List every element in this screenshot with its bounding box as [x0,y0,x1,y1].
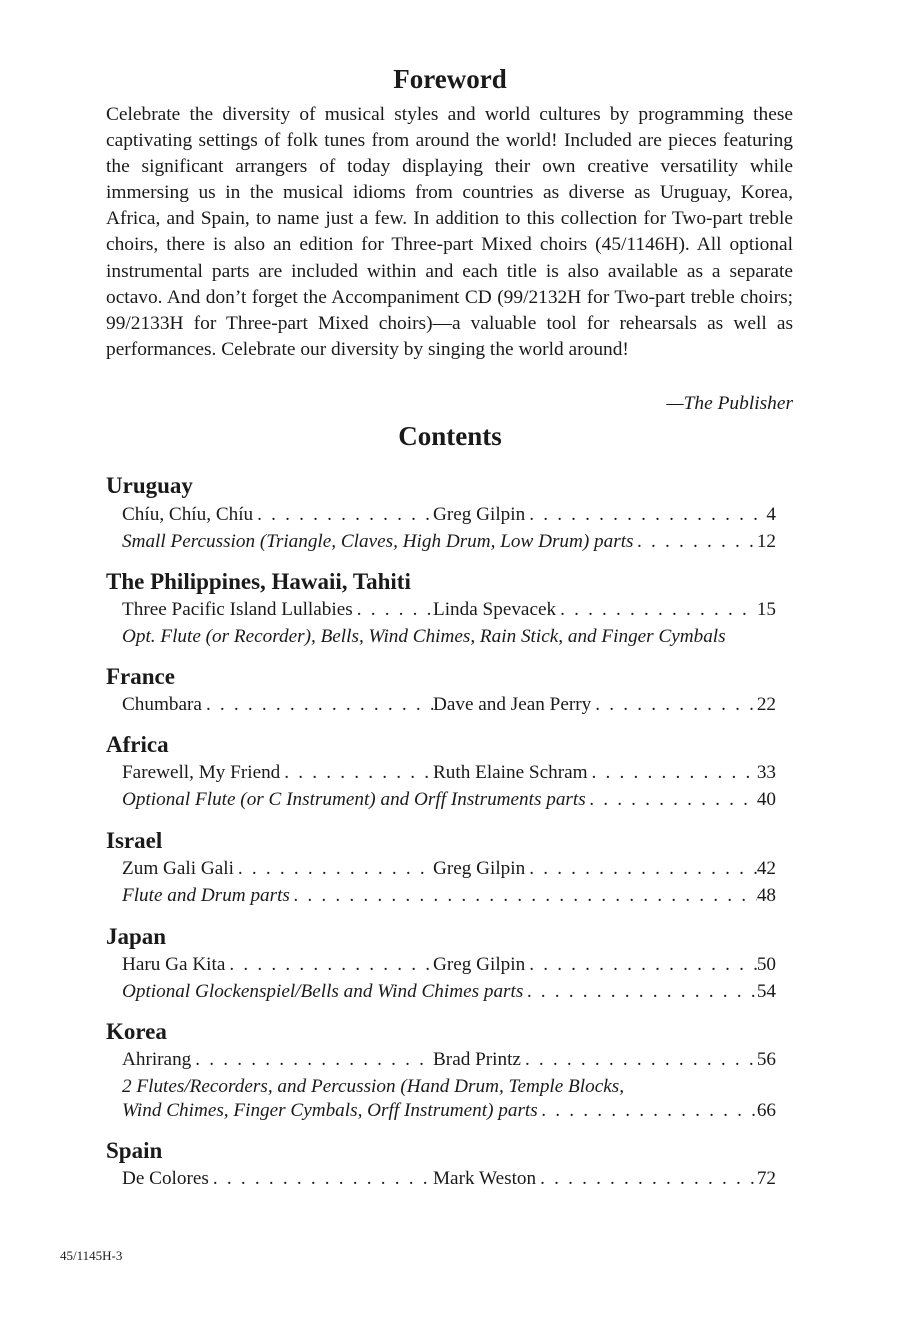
section-title-uruguay: Uruguay [106,473,193,498]
dot-leader [202,692,433,718]
dot-leader [234,856,433,882]
toc-entry-three-pacific-island-lullabies[interactable] [122,597,776,623]
dot-leader [634,529,757,555]
catalog-number: 45/1145H-3 [60,1248,123,1263]
arranger-name: Ruth Elaine Schram [433,762,588,783]
toc-parts-japan[interactable] [122,979,776,1005]
page-number: 56 [756,1049,776,1070]
page-number: 50 [756,954,776,975]
arranger-name: Greg Gilpin [433,858,526,879]
arranger-name: Mark Weston [433,1168,537,1189]
dot-leader [353,597,433,623]
section-title-israel: Israel [106,828,163,853]
toc-parts-korea-line1[interactable]: 2 Flutes/Recorders, and Percussion (Hand Drum, Temple Blocks, [122,1076,625,1097]
page-number: 22 [756,694,776,715]
dot-leader [191,1047,433,1073]
song-title: Farewell, My Friend [122,762,281,783]
page-number: 40 [756,789,776,810]
song-title: Chumbara [122,694,202,715]
page-number: 4 [766,504,776,525]
page-number: 66 [756,1100,776,1121]
page-number: 48 [756,885,776,906]
parts-description: Optional Glockenspiel/Bells and Wind Chimes parts [122,981,524,1002]
dot-leader [523,979,757,1005]
dot-leader [556,597,757,623]
arranger-name: Greg Gilpin [433,954,526,975]
arranger-name: Dave and Jean Perry [433,694,592,715]
dot-leader [280,760,433,786]
page-number: 72 [756,1168,776,1189]
toc-entry-ahrirang[interactable] [122,1047,776,1073]
toc-entry-chiu-chiu-chiu[interactable] [122,502,776,528]
toc-entry-de-colores[interactable] [122,1166,776,1192]
dot-leader [209,1166,433,1192]
page-number: 12 [756,531,776,552]
dot-leader [253,502,433,528]
section-title-france: France [106,664,175,689]
page-number: 42 [756,858,776,879]
dot-leader [588,760,757,786]
song-title: Zum Gali Gali [122,858,234,879]
dot-leader [536,1166,757,1192]
dot-leader [225,952,433,978]
section-title-philippines-hawaii-tahiti: The Philippines, Hawaii, Tahiti [106,569,411,594]
toc-entry-haru-ga-kita[interactable] [122,952,776,978]
section-title-africa: Africa [106,732,169,757]
toc-parts-korea-line2[interactable] [122,1098,776,1124]
parts-description: Optional Flute (or C Instrument) and Orff Instruments parts [122,789,586,810]
song-title: Ahrirang [122,1049,192,1070]
arranger-name: Brad Printz [433,1049,521,1070]
toc-parts-philippines[interactable]: Opt. Flute (or Recorder), Bells, Wind Chimes, Rain Stick, and Finger Cymbals [122,626,726,647]
song-title: Haru Ga Kita [122,954,226,975]
parts-description: Wind Chimes, Finger Cymbals, Orff Instrument) parts [122,1100,538,1121]
song-title: Three Pacific Island Lullabies [122,599,353,620]
page-number: 54 [756,981,776,1002]
dot-leader [521,1047,757,1073]
song-title: De Colores [122,1168,209,1189]
song-title: Chíu, Chíu, Chíu [122,504,254,525]
section-title-spain: Spain [106,1138,163,1163]
toc-entry-farewell-my-friend[interactable] [122,760,776,786]
foreword-signature: —The Publisher [666,393,793,414]
toc-entry-zum-gali-gali[interactable] [122,856,776,882]
toc-parts-israel[interactable] [122,883,776,909]
section-title-japan: Japan [106,924,167,949]
dot-leader [525,502,766,528]
parts-description: Small Percussion (Triangle, Claves, High Drum, Low Drum) parts [122,531,634,552]
dot-leader [591,692,757,718]
contents-title: Contents [398,421,502,451]
parts-description: Flute and Drum parts [122,885,290,906]
arranger-name: Greg Gilpin [433,504,526,525]
section-title-korea: Korea [106,1019,167,1044]
toc-entry-chumbara[interactable] [122,692,776,718]
page-number: 33 [756,762,776,783]
toc-parts-africa[interactable] [122,787,776,813]
page-number: 15 [756,599,776,620]
dot-leader [586,787,757,813]
arranger-name: Linda Spevacek [433,599,557,620]
toc-parts-uruguay[interactable] [122,529,776,555]
foreword-body: Celebrate the diversity of musical styles and world cultures by programming these captivating settings of folk tunes from around the world! Included are pieces featuring the significant arrangers of today displaying their own creative versatility while immersing us in the musical idioms from countries as diverse as Uruguay, Korea, Africa, and Spain, to name just a few. In addition to this collection for Two-part treble choirs, there is also an edition for Three-part Mixed choirs (45/1146H). All optional instrumental parts are included within and each title is also available as a separate octavo. And don’t forget the Accompaniment CD (99/2132H for Two-part treble choirs; 99/2133H for Three-part Mixed choirs)—a valuable tool for rehearsals as well as performances. Celebrate our diversity by singing the world around! [106,104,793,360]
dot-leader [525,856,757,882]
foreword-title: Foreword [393,64,507,94]
dot-leader [538,1098,757,1124]
dot-leader [290,883,757,909]
dot-leader [525,952,757,978]
